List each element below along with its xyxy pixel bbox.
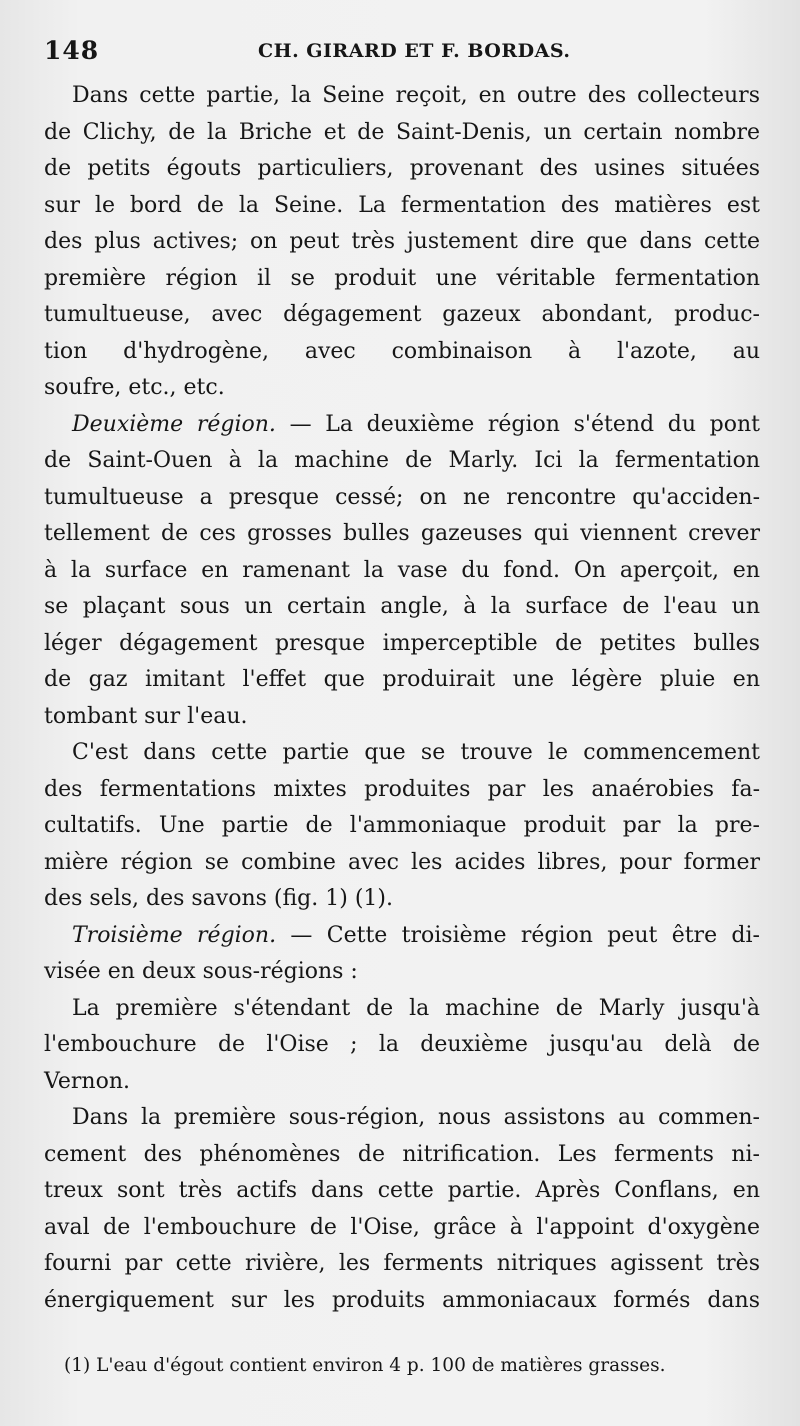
line-text: des sels, des savons (fig. 1) (1). bbox=[44, 886, 393, 911]
line-text: de gaz imitant l'effet que produirait une légère pluie en bbox=[44, 667, 760, 692]
line-text: soufre, etc., etc. bbox=[44, 375, 225, 400]
text-line bbox=[44, 808, 760, 845]
text-line bbox=[44, 297, 760, 334]
line-text: de Clichy, de la Briche et de Saint-Denis, un certain nombre bbox=[44, 119, 760, 145]
line-text: première région il se produit une véritable fermentation bbox=[44, 265, 760, 291]
text-line bbox=[44, 261, 760, 298]
text-line bbox=[44, 188, 760, 225]
line-text: de petits égouts particuliers, provenant des usines situées bbox=[44, 156, 760, 181]
text-line bbox=[44, 1100, 760, 1137]
text-line bbox=[44, 662, 760, 699]
line-text: tion d'hydrogène, avec combinaison à l'azote, au bbox=[44, 338, 760, 364]
line-text: l'embouchure de l'Oise ; la deuxième jusqu'au delà de bbox=[44, 1032, 760, 1057]
page-number: 148 bbox=[44, 36, 100, 65]
text-line bbox=[44, 991, 760, 1028]
line-text: fourni par cette rivière, les ferments nitriques agissent très bbox=[44, 1251, 760, 1276]
text-line bbox=[44, 553, 760, 590]
text-line bbox=[44, 78, 760, 115]
body-text bbox=[44, 78, 760, 1319]
line-text: Dans la première sous-région, nous assistons au commen- bbox=[72, 1105, 760, 1130]
line-text: visée en deux sous-régions : bbox=[44, 959, 358, 984]
text-line bbox=[44, 115, 760, 152]
section-heading: Deuxième région. bbox=[72, 411, 276, 437]
text-line bbox=[44, 1173, 760, 1210]
line-text: treux sont très actifs dans cette partie. Après Conflans, en bbox=[44, 1178, 760, 1203]
line-text: se plaçant sous un certain angle, à la surface de l'eau un bbox=[44, 594, 760, 619]
text-line bbox=[44, 1210, 760, 1247]
line-text: — Cette troisième région peut être di- bbox=[276, 922, 760, 948]
line-text: léger dégagement presque imperceptible de petites bulles bbox=[44, 630, 760, 656]
text-line bbox=[44, 772, 760, 809]
text-line bbox=[44, 1283, 760, 1320]
line-text: La première s'étendant de la machine de Marly jusqu'à bbox=[72, 995, 760, 1021]
text-line bbox=[44, 1064, 760, 1101]
running-head bbox=[44, 36, 764, 66]
text-line bbox=[44, 1246, 760, 1283]
text-line bbox=[44, 151, 760, 188]
text-line bbox=[44, 516, 760, 553]
section-heading: Troisième région. bbox=[72, 922, 277, 948]
text-line bbox=[44, 443, 760, 480]
running-head-authors: CH. GIRARD ET F. BORDAS. bbox=[258, 40, 571, 62]
line-text: cultatifs. Une partie de l'ammoniaque produit par la pre- bbox=[44, 813, 760, 838]
line-text: Dans cette partie, la Seine reçoit, en outre des collecteurs bbox=[72, 83, 760, 108]
footnote: (1) L'eau d'égout contient environ 4 p. 100 de matières grasses. bbox=[64, 1355, 666, 1376]
line-text: tombant sur l'eau. bbox=[44, 703, 248, 729]
line-text: à la surface en ramenant la vase du fond. On aperçoit, en bbox=[44, 557, 760, 583]
text-line bbox=[44, 480, 760, 517]
text-line bbox=[44, 589, 760, 626]
text-line bbox=[44, 918, 760, 955]
text-line bbox=[44, 407, 760, 444]
line-text: — La deuxième région s'étend du pont bbox=[275, 411, 761, 437]
line-text: énergiquement sur les produits ammoniacaux formés dans bbox=[44, 1287, 760, 1313]
line-text: de Saint-Ouen à la machine de Marly. Ici la fermentation bbox=[44, 448, 760, 473]
line-text: des fermentations mixtes produites par les anaérobies fa- bbox=[44, 776, 760, 802]
line-text: mière région se combine avec les acides libres, pour former bbox=[44, 849, 760, 875]
line-text: Vernon. bbox=[44, 1068, 130, 1094]
text-line bbox=[44, 881, 760, 918]
text-line bbox=[44, 334, 760, 371]
line-text: des plus actives; on peut très justement dire que dans cette bbox=[44, 229, 760, 254]
text-line bbox=[44, 626, 760, 663]
text-line bbox=[44, 224, 760, 261]
text-line bbox=[44, 954, 760, 991]
line-text: tumultueuse, avec dégagement gazeux abondant, produc- bbox=[44, 302, 760, 327]
line-text: aval de l'embouchure de l'Oise, grâce à l'appoint d'oxygène bbox=[44, 1214, 760, 1240]
line-text: cement des phénomènes de nitrification. Les ferments ni- bbox=[44, 1141, 760, 1167]
line-text: C'est dans cette partie que se trouve le commencement bbox=[72, 740, 760, 765]
text-line bbox=[44, 735, 760, 772]
line-text: sur le bord de la Seine. La fermentation des matières est bbox=[44, 192, 760, 218]
line-text: tumultueuse a presque cessé; on ne rencontre qu'acciden- bbox=[44, 484, 760, 510]
text-line bbox=[44, 845, 760, 882]
text-line bbox=[44, 370, 760, 407]
text-line bbox=[44, 1137, 760, 1174]
line-text: tellement de ces grosses bulles gazeuses qui viennent crever bbox=[44, 521, 760, 546]
text-line bbox=[44, 1027, 760, 1064]
text-line bbox=[44, 699, 760, 736]
